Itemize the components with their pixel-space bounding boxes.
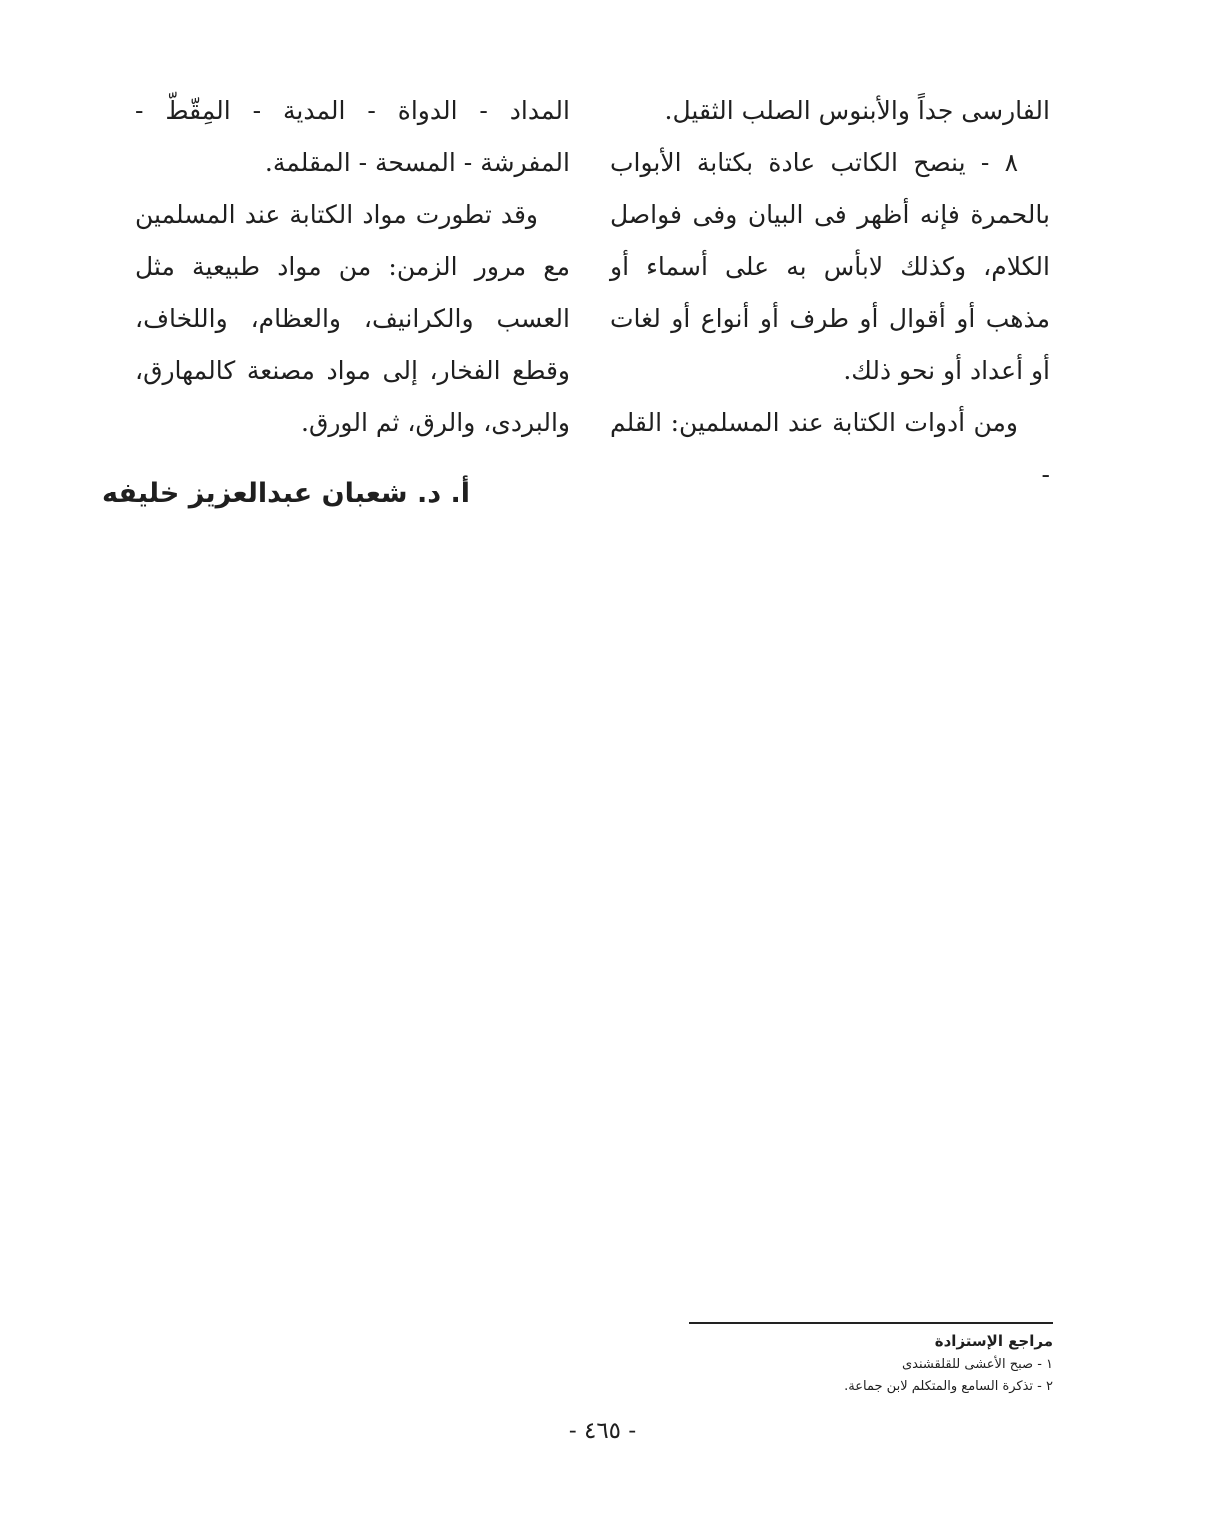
- references-title: مراجع الإستزادة: [934, 1332, 1053, 1350]
- paragraph-tools-list: المداد - الدواة - المدية - المِقّطّ - المفرشة - المسحة - المقلمة.: [135, 96, 570, 177]
- reference-item: ١ - صبح الأعشى للقلقشندى: [901, 1357, 1053, 1372]
- footnote-divider: [689, 1322, 1053, 1324]
- paragraph-writing-tools: ومن أدوات الكتابة عند المسلمين: القلم -: [610, 408, 1050, 489]
- right-column: [610, 85, 1050, 501]
- reference-item: ٢ - تذكرة السامع والمتكلم لابن جماعة.: [844, 1379, 1053, 1394]
- author-signature: أ. د. شعبان عبدالعزيز خليفه: [102, 478, 470, 509]
- page-number: - ٤٦٥ -: [568, 1418, 637, 1444]
- paragraph-materials: وقد تطورت مواد الكتابة عند المسلمين مع مرور الزمن: من مواد طبيعية مثل العسب والكرانيف، والعظام، واللخاف، وقطع الفخار، إلى مواد مصنعة كالمهارق، والبردى، والرق، ثم الورق.: [135, 200, 570, 437]
- left-column: [135, 85, 570, 449]
- references-block: [653, 1330, 1053, 1398]
- paragraph-item-8: ٨ - ينصح الكاتب عادة بكتابة الأبواب بالحمرة فإنه أظهر فى البيان وفى فواصل الكلام، وكذلك لابأس به على أسماء أو مذهب أو أقوال أو طرف أو أنواع أو لغات أو أعداد أو نحو ذلك.: [610, 148, 1050, 385]
- paragraph-continuation: الفارسى جداً والأبنوس الصلب الثقيل.: [664, 96, 1050, 125]
